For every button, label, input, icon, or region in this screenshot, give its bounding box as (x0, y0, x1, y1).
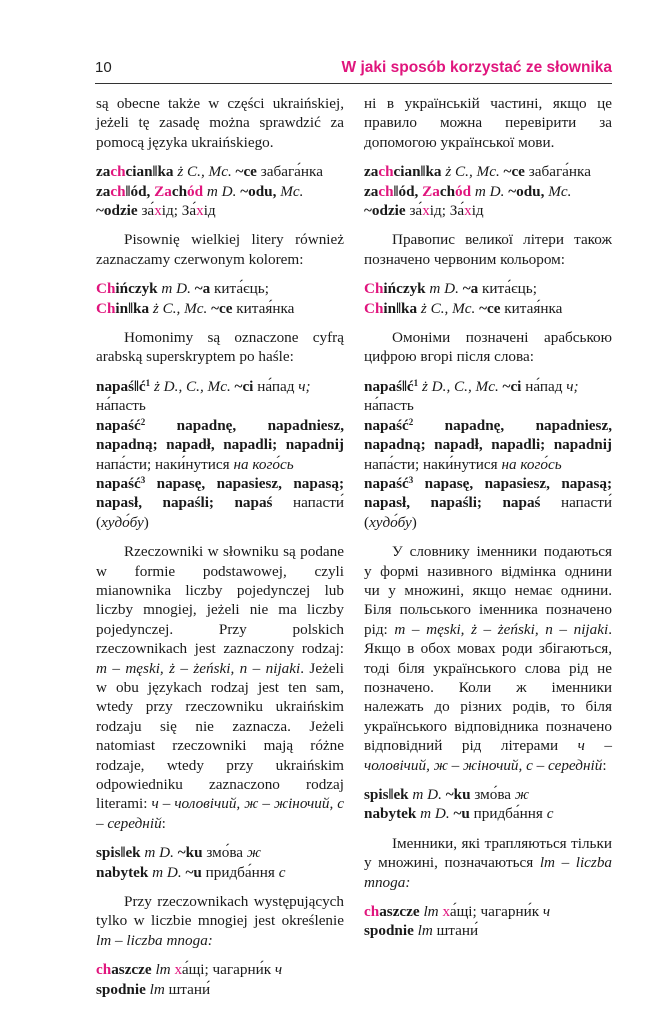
example-entries-5 (364, 902, 612, 941)
grammar: ч (542, 903, 551, 921)
translation: напа́сти; наки́нутися (364, 455, 498, 473)
headword-part: nabytek (96, 863, 149, 881)
entry-spodnie (364, 921, 612, 940)
headword-part: napaść (96, 416, 141, 434)
grammar: с (546, 805, 554, 823)
headword-part: napaść (364, 416, 409, 434)
entry-napasc-2 (364, 416, 612, 474)
headword-part: ch (171, 182, 188, 200)
translation: змо́ва (474, 786, 512, 803)
example-entries-2 (96, 279, 344, 318)
entry-nabytek (96, 863, 344, 882)
entry-napasc-1-cont: на́пасть (364, 397, 414, 415)
text: : (602, 756, 607, 774)
example-entries-5 (96, 960, 344, 999)
noun-paragraph (364, 542, 612, 775)
entry-chinczyk (96, 279, 344, 298)
example-entries-1 (96, 162, 344, 220)
ending: ~ce (503, 163, 525, 181)
translation: напасти́ ( (364, 494, 612, 531)
highlight: ód (187, 182, 204, 200)
text-italic: m – męski, ż – żeński, n – nijaki (394, 620, 609, 638)
grammar: ż D., C., Mc. (421, 377, 499, 395)
entry-nabytek (364, 804, 612, 823)
headword-part: nabytek (364, 805, 417, 823)
highlight: ch (364, 903, 380, 921)
grammar: ж (514, 786, 529, 803)
headword-part: ek (393, 786, 409, 803)
running-title: W jaki sposób korzystać ze słownika (341, 59, 612, 76)
entry-zachod-cont (96, 201, 344, 220)
headword-part: aszcze (379, 903, 420, 921)
translation: ) (411, 513, 417, 531)
translation: штани́ (168, 980, 211, 998)
headword-part: ch (439, 182, 456, 200)
polish-column (96, 94, 344, 999)
text: У словнику іменники подаються у формі називного відмінка однини чи у множині, якщо немає однини. Біля польського іменника позначено рід: (364, 543, 612, 638)
translation: ід; За́ (429, 202, 465, 220)
grammar: ж (246, 844, 261, 862)
text: Іменники, які трапляються тільки у множині, позначаються (364, 834, 612, 872)
page-header (95, 58, 612, 82)
grammar: m D. (420, 805, 450, 823)
translation: ) (143, 513, 149, 531)
entry-zachod: zach‖ód, Zachód m D. ~odu, Mc. (364, 182, 572, 200)
entry-zachod: zach‖ód, Zachód m D. ~odu, Mc. (96, 182, 304, 200)
forms: napadnę, napadniesz, napadną; napadł, napadli; napadnij (96, 416, 344, 454)
forms: napasę, napasiesz, napasą; napasł, napaśli; napaś (96, 474, 345, 512)
entry-napasc-2 (96, 416, 344, 474)
forms: napadnę, napadniesz, napadną; napadł, napadli; napadnij (364, 416, 612, 454)
homonym-number: 3 (408, 474, 414, 485)
grammar: ч (274, 961, 283, 979)
grammar: с (278, 863, 286, 881)
page-number: 10 (95, 59, 112, 76)
translation: а́щі; чагарни́к (449, 903, 540, 921)
headword-part: za (364, 163, 379, 181)
highlight: Ch (364, 280, 384, 298)
capitalization-paragraph: Pisownię wielkiej litery również zaznaczamy czerwonym kolorem: (96, 231, 344, 268)
text: . Jeżeli w obu językach rodzaj jest ten sam, wtedy przy rzeczowniku ukraińskim rodzaju się nie zaznacza. Jeżeli natomiast rzeczowniki mają różne rodzaje, wtedy przy ukraińskim odpowiedniku zaznaczono rodzaj literami: (96, 659, 344, 813)
grammar: lm (423, 903, 439, 921)
translation: забага́нка (260, 163, 323, 181)
ending: ~u (185, 863, 202, 881)
grammar: lm (155, 961, 171, 979)
ending: ~ce (479, 299, 501, 317)
headword-part: ek (125, 844, 141, 862)
highlight: Za (422, 182, 440, 200)
example-entries-4 (364, 785, 612, 824)
homonym-number: 2 (408, 416, 414, 427)
highlight: ód (455, 182, 472, 200)
translation: ід (471, 202, 484, 220)
translation: напа́сти; наки́нутися (96, 455, 230, 473)
highlight: х (422, 202, 430, 220)
translation: придба́ння (205, 863, 275, 881)
translation: кита́єць; (214, 280, 269, 298)
translation: змо́ва (206, 844, 244, 862)
noun-paragraph (96, 542, 344, 833)
grammar: m D. (412, 786, 442, 803)
homonym-number: 1 (413, 377, 419, 388)
headword-part: cian (125, 163, 153, 181)
grammar: на кого́сь (501, 455, 562, 473)
grammar: Mc. (280, 182, 304, 200)
ending: ~ku (445, 786, 471, 803)
headword-part: ka (425, 163, 442, 181)
headword-part: za (96, 163, 111, 181)
highlight: ch (110, 182, 126, 200)
grammar: m D. (161, 280, 191, 298)
homonym-number: 2 (140, 416, 146, 427)
grammar: m D. (144, 844, 174, 862)
text: : (161, 814, 166, 832)
ending: ~ci (234, 377, 254, 395)
entry-spodnie (96, 980, 344, 999)
grammar: худо́бу (101, 513, 144, 531)
ending: ~odzie (96, 202, 138, 220)
translation: забага́нка (528, 163, 591, 181)
headword-part: za (96, 182, 111, 200)
headword-part: spodnie (96, 980, 146, 998)
highlight: Za (154, 182, 172, 200)
homonym-number: 1 (145, 377, 151, 388)
entry-spisek: spis‖ek m D. ~ku змо́ва ж (364, 786, 529, 803)
plural-paragraph (364, 834, 612, 892)
grammar: ż C., Mc. (420, 299, 476, 317)
ending: ~ku (177, 844, 203, 862)
translation: китая́нка (504, 299, 563, 317)
ending: ~a (194, 280, 211, 298)
translation: за́ (409, 202, 423, 220)
entry-napasc-1-cont: на́пасть (96, 397, 146, 415)
grammar: ż C., Mc. (152, 299, 208, 317)
grammar: lm (149, 980, 165, 998)
highlight: х (154, 202, 162, 220)
entry-spisek: spis‖ek m D. ~ku змо́ва ж (96, 844, 261, 862)
highlight: Ch (96, 299, 116, 317)
ending: ~a (462, 280, 479, 298)
highlight: х (196, 202, 204, 220)
highlight: ch (378, 163, 394, 181)
highlight: ch (96, 961, 112, 979)
entry-chaszcze (364, 902, 612, 921)
ending: ~u (453, 805, 470, 823)
headword-part: aszcze (111, 961, 152, 979)
entry-chaszcze (96, 960, 344, 979)
headword-part: ińczyk (383, 280, 426, 298)
headword-part: ód, (130, 182, 155, 200)
ukrainian-column (364, 94, 612, 941)
highlight: х (442, 903, 450, 921)
example-entries-2 (364, 279, 612, 318)
header-rule (95, 83, 612, 84)
grammar: на кого́сь (233, 455, 294, 473)
headword-part: napaść (96, 474, 141, 492)
entry-napasc-3 (96, 474, 344, 532)
intro-paragraph: ні в українській частині, якщо це правило можна перевірити за допомогою української мови. (364, 95, 612, 151)
headword-part: ód, (398, 182, 423, 200)
headword-part: za (364, 182, 379, 200)
translation: а́щі; чагарни́к (181, 961, 272, 979)
plural-paragraph (96, 892, 344, 950)
grammar: m D. (474, 182, 505, 200)
text-italic: lm – liczba mnoga: (96, 931, 213, 949)
translation: ід (203, 202, 216, 220)
headword-part: in (383, 299, 397, 317)
example-entries-3 (364, 377, 612, 532)
highlight: х (464, 202, 472, 220)
text: . Якщо в обох мовах роди збігаються, тоді біля українського слова рід не позначено. Коли ж іменники належать до різних родів, то біля українського відповідника позначено відповідний рід літерами (364, 620, 612, 755)
translation: китая́нка (236, 299, 295, 317)
highlight: ch (378, 182, 394, 200)
text: Rzeczowniki w słowniku są podane w formie podstawowej, czyli mianownika liczby pojedynczej lub liczby mnogiej, jeżeli nie ma liczby pojedynczej. Przy polskich rzeczownikach jest zaznaczony rodzaj: (96, 543, 344, 658)
headword-part: ka (157, 163, 174, 181)
entry-zachod-cont (364, 201, 612, 220)
entry-chinka: Chin‖ka ż C., Mc. ~ce китая́нка (96, 299, 295, 317)
grammar: ч; (298, 377, 311, 395)
entry-napasc-1: $napaś‖ć^1$ ż D., C., Mc. ~ci на́пад ч; (364, 377, 579, 395)
translation: штани́ (436, 922, 479, 940)
grammar: худо́бу (369, 513, 412, 531)
entry-zachcianka: zachcian‖ka ż C., Mc. ~ce забага́нка (364, 163, 591, 181)
grammar: ż C., Mc. (445, 163, 500, 181)
translation: придба́ння (473, 805, 543, 823)
text: Przy rzeczownikach występujących tylko w liczbie mnogiej jest określenie (96, 893, 344, 930)
grammar: Mc. (548, 182, 572, 200)
headword-part: napaś (364, 377, 402, 395)
translation: кита́єць; (482, 280, 537, 298)
text-italic: ч – чоловічий, ж – жіночий, с – середній (96, 795, 345, 832)
grammar: ч; (566, 377, 579, 395)
grammar: m D. (152, 863, 182, 881)
entry-napasc-3 (364, 474, 612, 532)
capitalization-paragraph: Правопис великої літери також позначено червоним кольором: (364, 231, 612, 268)
grammar: lm (417, 922, 433, 940)
grammar: ż C., Mc. (177, 163, 232, 181)
headword-part: spis (96, 844, 121, 862)
text-italic: lm – liczba mnoga: (364, 854, 613, 891)
ending: ~odu, (508, 182, 545, 200)
headword-part: in (115, 299, 129, 317)
highlight: Ch (364, 299, 384, 317)
entry-chinka: Chin‖ka ż C., Mc. ~ce китая́нка (364, 299, 563, 317)
highlight: х (174, 961, 182, 979)
example-entries-4 (96, 843, 344, 882)
ending: ~ce (211, 299, 233, 317)
text-italic: m – męski, ż – żeński, n – nijaki (96, 659, 301, 677)
example-entries-3 (96, 377, 344, 532)
forms: napasę, napasiesz, napasą; napasł, napaśli; napaś (364, 474, 613, 512)
grammar: m D. (429, 280, 459, 298)
homonym-number: 3 (140, 474, 146, 485)
grammar: ż D., C., Mc. (153, 377, 231, 395)
entry-zachcianka: zachcian‖ka ż C., Mc. ~ce забага́нка (96, 163, 323, 181)
homonym-paragraph: Омоніми позначені арабською цифрою вгорі після слова: (364, 329, 612, 366)
translation: за́ (141, 202, 155, 220)
grammar: m D. (206, 182, 237, 200)
headword-part: ka (401, 299, 418, 317)
ending: ~ce (235, 163, 257, 181)
translation: ід; За́ (161, 202, 197, 220)
headword-part: napaść (364, 474, 409, 492)
headword-part: ka (133, 299, 150, 317)
entry-napasc-1: $napaś‖ć^1$ ż D., C., Mc. ~ci на́пад ч; (96, 377, 311, 395)
intro-paragraph: są obecne także w części ukraińskiej, jeżeli tę zasadę można sprawdzić za pomocą języka ukraińskiego. (96, 95, 344, 151)
ending: ~odu, (240, 182, 277, 200)
highlight: Ch (96, 280, 116, 298)
text-italic: ч – чоловічий, ж – жіночий, с – середній (364, 737, 612, 774)
headword-part: cian (393, 163, 421, 181)
ending: ~odzie (364, 202, 406, 220)
homonym-paragraph: Homonimy są oznaczone cyfrą arabską superskryptem po haśle: (96, 329, 344, 366)
headword-part: spodnie (364, 922, 414, 940)
headword-part: napaś (96, 377, 134, 395)
translation: на́пад (257, 377, 295, 395)
translation: напасти́ ( (96, 494, 344, 531)
entry-chinczyk (364, 279, 612, 298)
highlight: ch (110, 163, 126, 181)
headword-part: spis (364, 786, 389, 803)
ending: ~ci (502, 377, 522, 395)
example-entries-1 (364, 162, 612, 220)
headword-part: ińczyk (115, 280, 158, 298)
translation: на́пад (525, 377, 563, 395)
